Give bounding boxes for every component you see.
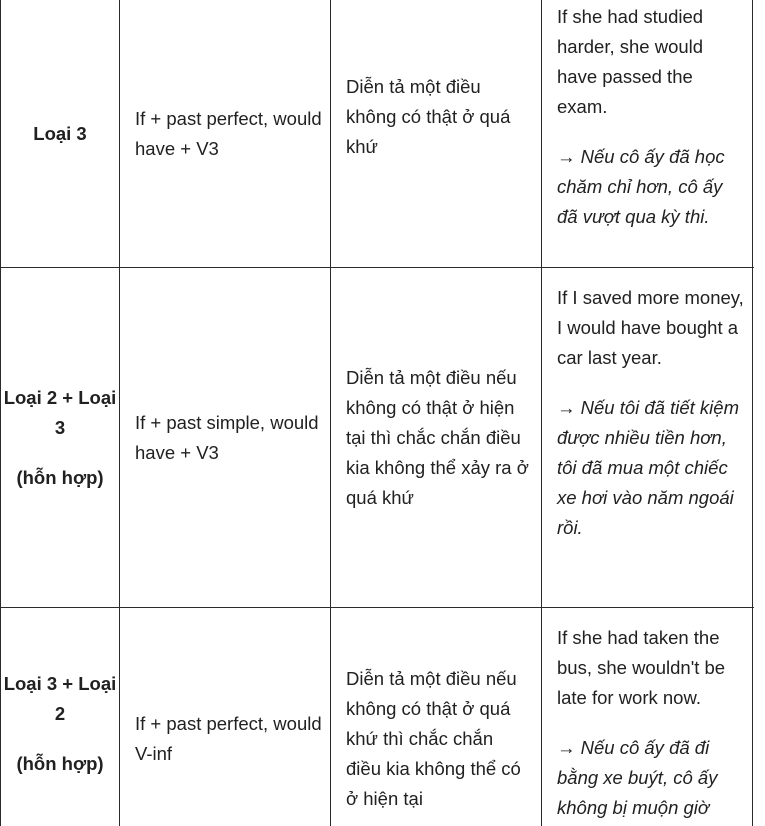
type-label: Loại 2 + Loại 3 xyxy=(3,386,117,438)
table-row xyxy=(0,0,754,267)
table-row xyxy=(0,268,754,607)
structure-cell xyxy=(120,608,330,826)
usage-text: Diễn tả một điều nếu không có thật ở hiện tại thì chắc chắn điều kia không thể xảy ra ở quá khứ xyxy=(346,366,529,508)
type-cell xyxy=(1,268,119,607)
structure-cell xyxy=(120,0,330,267)
type-mix-label: (hỗn hợp) xyxy=(16,753,104,774)
usage-cell xyxy=(331,608,541,826)
example-vietnamese: → Nếu tôi đã tiết kiệm được nhiều tiền hơn, tôi đã mua một chiếc xe hơi vào năm ngoái rồi. xyxy=(557,397,739,538)
type-mix-label: (hỗn hợp) xyxy=(16,466,104,488)
type-cell xyxy=(1,608,119,826)
usage-text: Diễn tả một điều nếu không có thật ở quá khứ thì chắc chắn điều kia không thể có ở hiện tại xyxy=(346,668,521,809)
usage-text: Diễn tả một điều không có thật ở quá khứ xyxy=(346,76,511,157)
example-cell xyxy=(542,608,753,826)
type-label: Loại 3 + Loại 2 xyxy=(3,673,117,724)
example-vietnamese: → Nếu cô ấy đã đi bằng xe buýt, cô ấy không bị muộn giờ xyxy=(557,737,718,818)
usage-cell xyxy=(331,268,541,607)
structure-text: If + past perfect, would have + V3 xyxy=(135,107,322,159)
usage-cell xyxy=(331,0,541,267)
example-vietnamese: → Nếu cô ấy đã học chăm chỉ hơn, cô ấy đã vượt qua kỳ thi. xyxy=(557,146,725,227)
example-cell xyxy=(542,268,753,607)
structure-cell xyxy=(120,268,330,607)
example-english: If she had studied harder, she would have passed the exam. xyxy=(557,6,704,117)
type-cell xyxy=(1,0,119,267)
table-row xyxy=(0,608,754,826)
example-cell xyxy=(542,0,753,267)
type-label: Loại 3 xyxy=(33,122,87,144)
example-english: If she had taken the bus, she wouldn't be late for work now. xyxy=(557,627,726,708)
example-english: If I saved more money, I would have bought a car last year. xyxy=(557,287,744,368)
structure-text: If + past simple, would have + V3 xyxy=(135,411,319,463)
structure-text: If + past perfect, would V-inf xyxy=(135,713,322,764)
